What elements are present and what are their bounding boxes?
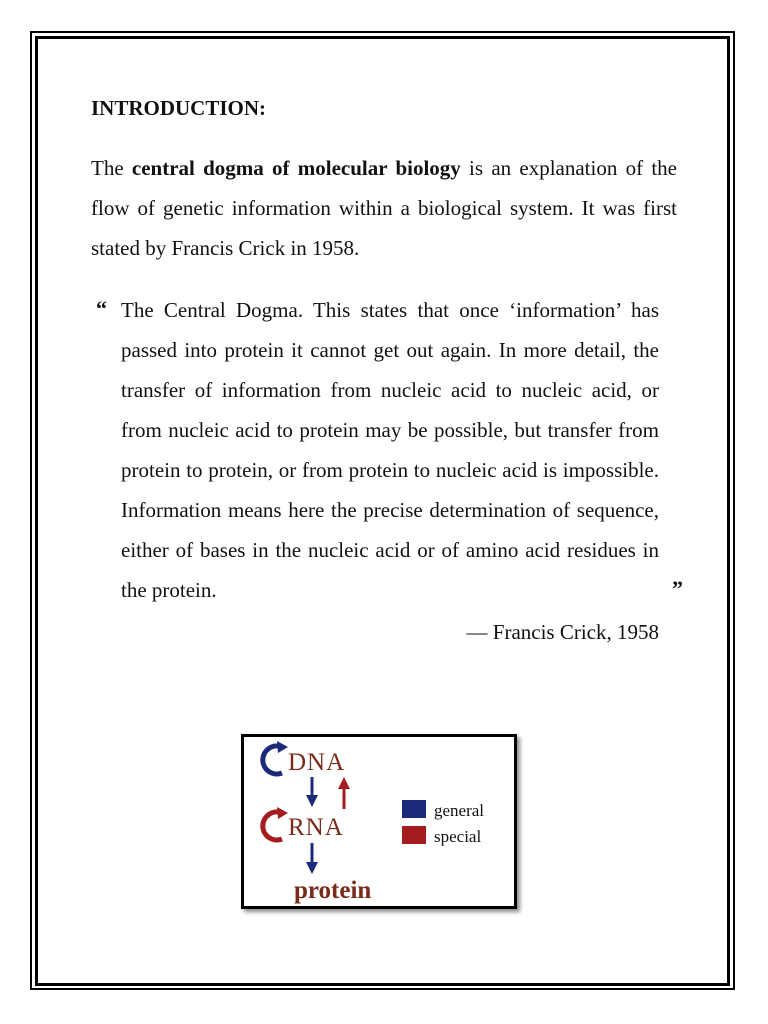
protein-label: protein — [294, 877, 372, 904]
legend-general-label: general — [434, 801, 485, 820]
intro-text-start: The — [91, 156, 132, 180]
quote-close-mark: ” — [672, 576, 683, 601]
central-dogma-diagram — [244, 737, 514, 906]
legend-general-swatch — [402, 800, 426, 818]
legend-special-label: special — [434, 827, 482, 846]
section-heading: INTRODUCTION: — [91, 96, 267, 120]
rna-label: RNA — [288, 814, 344, 841]
quote-open-mark: “ — [96, 296, 107, 321]
intro-paragraph — [91, 148, 677, 268]
dna-label: DNA — [288, 749, 346, 776]
rna-replication-arrowhead — [277, 807, 288, 819]
legend-special-swatch — [402, 826, 426, 844]
dna-replication-arrowhead — [277, 741, 288, 753]
intro-text-end: is an explanation of the flow of genetic information within a biological system. It was first stated by Francis Crick in 1958. — [91, 156, 677, 260]
quote-attribution: — Francis Crick, 1958 — [466, 620, 659, 644]
central-dogma-figure — [241, 734, 517, 909]
crick-quote: The Central Dogma. This states that once ‘information’ has passed into protein it cannot get out again. In more detail, the transfer of information from nucleic acid to nucleic acid, or from nucleic acid to protein may be possible, but transfer from protein to protein, or from protein to nucleic acid is impossible. Information means here the precise determination of sequence, either of bases in the nucleic acid or of amino acid residues in the protein. — [121, 298, 659, 602]
intro-bold-term: central dogma of molecular biology — [131, 156, 461, 180]
